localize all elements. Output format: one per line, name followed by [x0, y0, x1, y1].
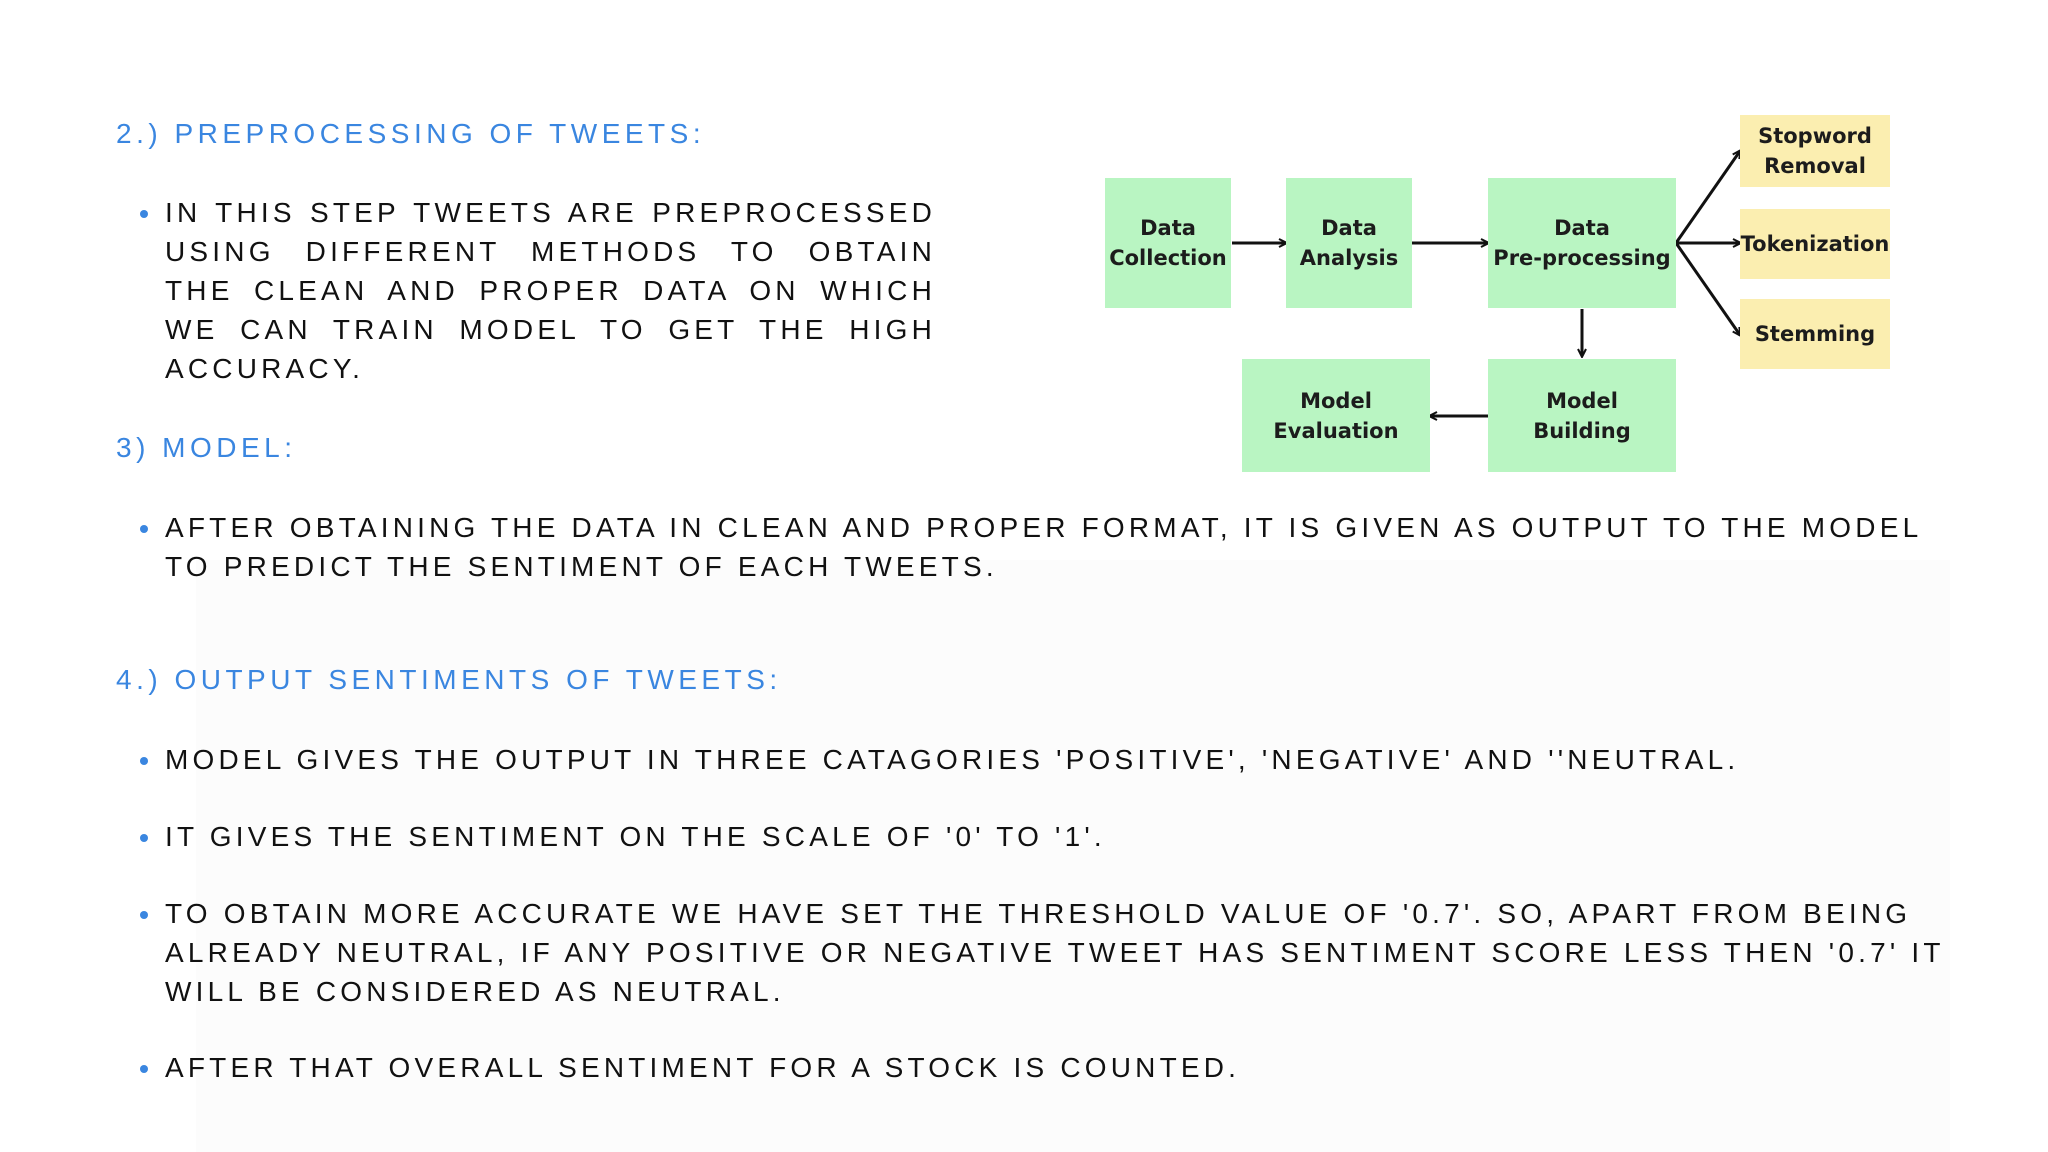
list-item: AFTER OBTAINING THE DATA IN CLEAN AND PROPER FORMAT, IT IS GIVEN AS OUTPUT TO THE MODEL TO PREDICT THE SENTIMENT OF EACH TWEETS. — [140, 508, 1960, 586]
section-heading-model: 3) MODEL: — [116, 432, 297, 463]
node-tokenization: Tokenization — [1740, 209, 1890, 279]
node-data-collection: Data Collection — [1105, 178, 1231, 308]
node-model-building: Model Building — [1488, 359, 1676, 472]
arrow-preprocessing-to-stopword — [1676, 151, 1740, 243]
section-heading-output: 4.) OUTPUT SENTIMENTS OF TWEETS: — [116, 664, 782, 695]
node-model-evaluation: Model Evaluation — [1242, 359, 1430, 472]
list-item: IT GIVES THE SENTIMENT ON THE SCALE OF '0' TO '1'. — [140, 817, 1960, 856]
list-item: MODEL GIVES THE OUTPUT IN THREE CATAGORIES 'POSITIVE', 'NEGATIVE' AND ''NEUTRAL. — [140, 740, 1960, 779]
node-stopword-removal: Stopword Removal — [1740, 115, 1890, 187]
section-heading-preprocessing: 2.) PREPROCESSING OF TWEETS: — [116, 118, 706, 149]
node-data-preprocessing: Data Pre-processing — [1488, 178, 1676, 308]
list-item: IN THIS STEP TWEETS ARE PREPROCESSED USING DIFFERENT METHODS TO OBTAIN THE CLEAN AND PROPER DATA ON WHICH WE CAN TRAIN MODEL TO GET THE HIGH ACCURACY. — [140, 193, 936, 388]
node-stemming: Stemming — [1740, 299, 1890, 369]
list-item: TO OBTAIN MORE ACCURATE WE HAVE SET THE THRESHOLD VALUE OF '0.7'. SO, APART FROM BEING ALREADY NEUTRAL, IF ANY POSITIVE OR NEGATIVE TWEET HAS SENTIMENT SCORE LESS THEN '0.7' IT WILL BE CONSIDERED AS NEUTRAL. — [140, 894, 1960, 1011]
node-data-analysis: Data Analysis — [1286, 178, 1412, 308]
list-item: AFTER THAT OVERALL SENTIMENT FOR A STOCK IS COUNTED. — [140, 1048, 1960, 1087]
arrow-preprocessing-to-stemming — [1676, 243, 1740, 335]
